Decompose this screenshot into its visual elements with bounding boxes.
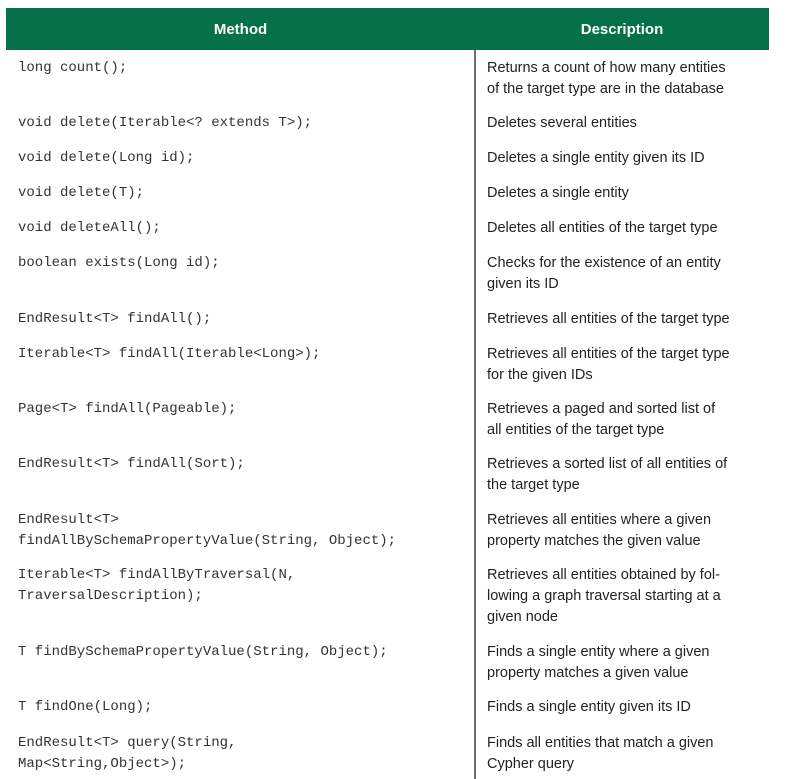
method-line: T findBySchemaPropertyValue(String, Object); — [18, 644, 388, 660]
description-cell — [487, 454, 769, 496]
method-line: Iterable<T> findAllByTraversal(N, — [18, 567, 296, 583]
table-row — [6, 642, 769, 681]
description-cell — [487, 253, 769, 295]
header-method: Method — [213, 20, 268, 38]
table-row — [6, 183, 769, 204]
method-line: TraversalDescription); — [18, 588, 203, 604]
method-cell — [6, 399, 474, 420]
method-line: long count(); — [18, 60, 128, 76]
description-line: Retrieves a sorted list of all entities of — [487, 456, 728, 472]
method-line: void delete(Long id); — [18, 150, 195, 166]
table-row — [6, 113, 769, 134]
method-cell — [6, 733, 474, 775]
method-cell — [6, 218, 474, 239]
description-line: Retrieves a paged and sorted list of — [487, 401, 716, 417]
description-cell — [487, 309, 769, 330]
description-cell — [487, 565, 769, 628]
description-cell — [487, 510, 769, 552]
method-line: EndResult<T> — [18, 512, 119, 528]
method-cell — [6, 183, 474, 204]
description-line: all entities of the target type — [487, 422, 665, 438]
description-line: of the target type are in the database — [487, 81, 724, 97]
description-line: Deletes all entities of the target type — [487, 220, 718, 236]
description-line: property matches a given value — [487, 665, 689, 681]
method-line: void delete(Iterable<? extends T>); — [18, 115, 313, 131]
description-cell — [487, 58, 769, 100]
description-cell — [487, 697, 769, 718]
table-row — [6, 148, 769, 169]
description-line: property matches the given value — [487, 533, 701, 549]
table-row — [6, 344, 769, 383]
method-line: T findOne(Long); — [18, 699, 153, 715]
method-line: void delete(T); — [18, 185, 145, 201]
description-line: lowing a graph traversal starting at a — [487, 588, 721, 604]
method-cell — [6, 309, 474, 330]
description-cell — [487, 148, 769, 169]
description-line: Retrieves all entities obtained by fol- — [487, 567, 720, 583]
description-line: Finds a single entity given its ID — [487, 699, 691, 715]
methods-table — [6, 8, 769, 772]
method-cell — [6, 642, 474, 663]
description-line: Cypher query — [487, 756, 575, 772]
table-row — [6, 253, 769, 292]
description-cell — [487, 183, 769, 204]
method-cell — [6, 344, 474, 365]
method-line: Page<T> findAll(Pageable); — [18, 401, 237, 417]
description-line: Deletes a single entity given its ID — [487, 150, 705, 166]
description-cell — [487, 218, 769, 239]
method-line: EndResult<T> findAll(Sort); — [18, 456, 245, 472]
table-row — [6, 510, 769, 552]
description-line: for the given IDs — [487, 367, 593, 383]
table-header — [6, 8, 769, 50]
description-line: the target type — [487, 477, 580, 493]
method-line: findAllBySchemaPropertyValue(String, Object); — [18, 533, 397, 549]
method-line: EndResult<T> findAll(); — [18, 311, 212, 327]
method-cell — [6, 565, 474, 607]
table-row — [6, 565, 769, 625]
table-row — [6, 218, 769, 239]
method-line: void deleteAll(); — [18, 220, 161, 236]
method-line: EndResult<T> query(String, — [18, 735, 237, 751]
description-cell — [487, 344, 769, 386]
description-line: Deletes several entities — [487, 115, 637, 131]
description-line: Retrieves all entities of the target type — [487, 311, 730, 327]
description-cell — [487, 113, 769, 134]
method-cell — [6, 148, 474, 169]
description-line: Retrieves all entities where a given — [487, 512, 712, 528]
description-cell — [487, 733, 769, 775]
method-cell — [6, 697, 474, 718]
table-row — [6, 697, 769, 718]
description-line: given node — [487, 609, 558, 625]
table-row — [6, 309, 769, 330]
table-row — [6, 399, 769, 438]
method-line: Map<String,Object>); — [18, 756, 187, 772]
header-description: Description — [580, 20, 664, 38]
description-line: given its ID — [487, 276, 559, 292]
description-cell — [487, 399, 769, 441]
description-line: Retrieves all entities of the target type — [487, 346, 730, 362]
method-cell — [6, 253, 474, 274]
description-cell — [487, 642, 769, 684]
table-row — [6, 733, 769, 775]
method-line: Iterable<T> findAll(Iterable<Long>); — [18, 346, 321, 362]
description-line: Deletes a single entity — [487, 185, 629, 201]
table-row — [6, 58, 769, 97]
description-line: Checks for the existence of an entity — [487, 255, 721, 271]
method-cell — [6, 58, 474, 79]
method-cell — [6, 510, 474, 552]
description-line: Finds a single entity where a given — [487, 644, 710, 660]
method-cell — [6, 113, 474, 134]
table-row — [6, 454, 769, 493]
description-line: Returns a count of how many entities — [487, 60, 726, 76]
method-line: boolean exists(Long id); — [18, 255, 220, 271]
description-line: Finds all entities that match a given — [487, 735, 714, 751]
method-cell — [6, 454, 474, 475]
